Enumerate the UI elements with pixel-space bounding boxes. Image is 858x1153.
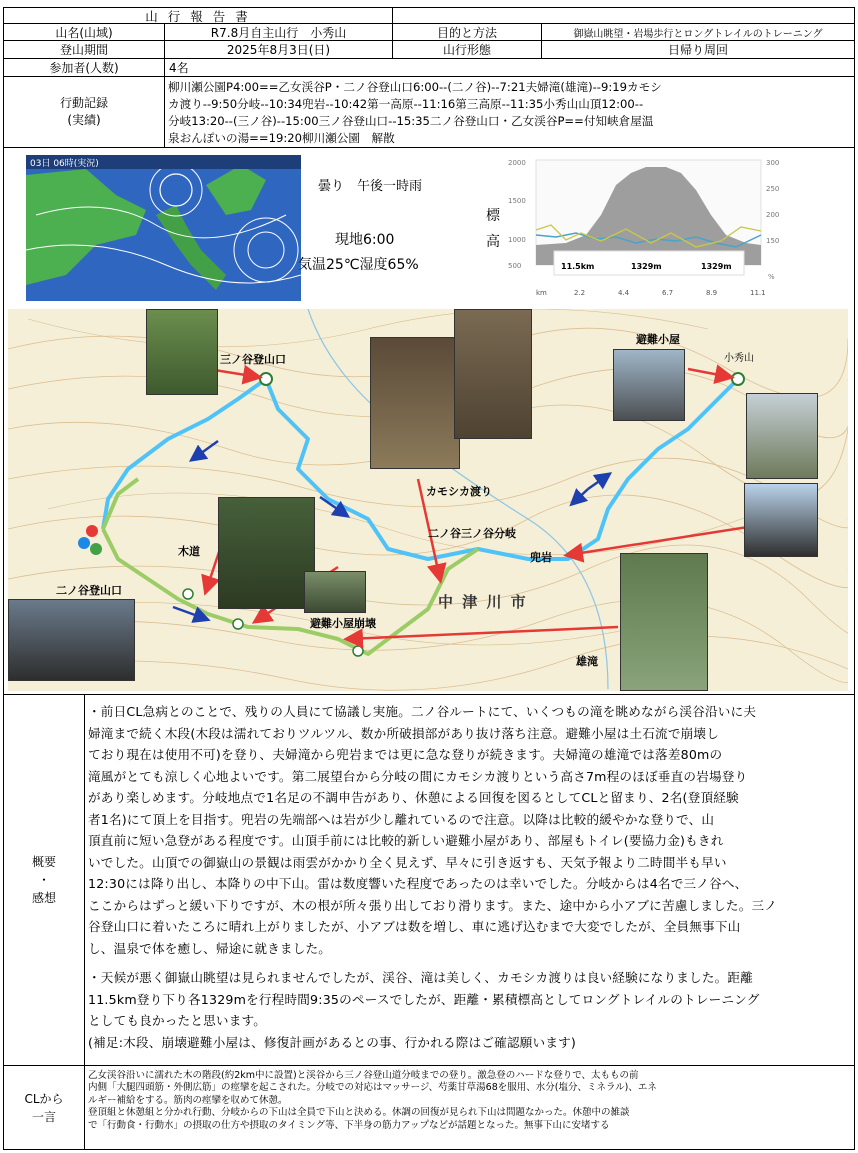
- profile-tick-left: 1000: [508, 236, 526, 244]
- photo-odaki: [620, 553, 708, 691]
- profile-tick-left: 500: [508, 262, 522, 270]
- purpose-value-text: 御嶽山眺望・岩場歩行とロングトレイルのトレーニング: [573, 28, 823, 40]
- profile-tick-x: 2.2: [574, 289, 586, 297]
- profile-tick-right: 150: [766, 237, 780, 245]
- photo-kamoshika-1: [370, 337, 460, 469]
- profile-tick-right: %: [768, 273, 775, 281]
- marker-waypoint: [183, 589, 193, 599]
- summary-body: [84, 694, 855, 1066]
- summary-p1-line: 者1名)にて頂上を目指す。兜岩の先端部へは岩が少し離れているので注意。以降は比較的緩やかな登りで、山: [88, 811, 715, 827]
- period-label: [3, 40, 165, 59]
- label-kabuto: 兜岩: [530, 551, 552, 564]
- record-label-line1: 行動記録: [59, 96, 108, 110]
- summary-label-1: 概要: [31, 855, 56, 869]
- area-value-text: R7.8月自主山行 小秀山: [210, 25, 347, 40]
- report-title-text: 山 行 報 告 書: [145, 8, 251, 24]
- profile-tick-x: 6.7: [662, 289, 674, 297]
- profile-ylabel-2: 高: [486, 234, 500, 250]
- weather-map-caption: 03日 06時(実況): [30, 159, 99, 169]
- area-value: [164, 23, 393, 41]
- label-collapse: 避難小屋崩壊: [310, 617, 376, 630]
- marker-waypoint: [233, 619, 243, 629]
- style-label: [392, 40, 542, 59]
- cl-line: 内側「大腿四頭筋・外側広筋」の痙攣を起こされた。分岐での対応はマッサージ、芍薬甘草湯68を服用、水分(塩分、ミネラル)、エネ: [88, 1082, 657, 1094]
- profile-tick-x: 8.9: [706, 289, 718, 297]
- header-blank: [392, 7, 855, 24]
- purpose-value: [541, 23, 855, 41]
- area-label: [3, 23, 165, 41]
- members-value-text: 4名: [169, 61, 189, 75]
- marker-parking: [90, 543, 102, 555]
- profile-chart: [506, 155, 786, 301]
- purpose-label-text: 目的と方法: [436, 25, 497, 40]
- photo-kamoshika-2: [454, 309, 532, 439]
- photo-ninotani: [8, 599, 135, 681]
- summary-p2-line: (補足:木段、崩壊避難小屋は、修復計画があるとの事、行かれる際はご確認願います): [88, 1034, 577, 1050]
- cl-label-1: CLから: [24, 1091, 64, 1106]
- elevation-profile: [486, 155, 786, 301]
- marker-sannotani: [260, 373, 272, 385]
- profile-ylabel-1: 標: [486, 208, 500, 224]
- photo-kido-2: [304, 571, 366, 613]
- cl-label-2: 一言: [31, 1109, 56, 1124]
- record-body: [164, 76, 855, 148]
- summary-p1-line: いでした。山頂での御嶽山の景観は雨雲がかかり全く見えず、早々に引き返すも、天気予報より二時間半も早い: [88, 854, 727, 870]
- photo-hinan: [613, 349, 685, 421]
- profile-tick-x: 4.4: [618, 289, 630, 297]
- weather-temp-humidity: 気温25℃湿度65%: [298, 257, 419, 273]
- summary-p1-line: 谷登山口に着いたころに晴れ上がりましたが、小アブは数を増し、車に逃げ込むまで大変でしたが、全員無事下山: [88, 919, 741, 934]
- label-city: 中 津 川 市: [438, 593, 528, 611]
- marker-goal: [86, 525, 98, 537]
- cl-label: [3, 1065, 85, 1150]
- record-line: カ渡り--9:50分岐--10:34兜岩--10:42第一高原--11:16第三高原--11:35小秀山山頂12:00--: [168, 97, 644, 111]
- weather-map: [26, 155, 301, 301]
- weather-forecast: 曇り 午後一時雨: [318, 179, 423, 194]
- photo-sannotani: [146, 309, 218, 395]
- summary-p2-line: 11.5km登り下り各1329mを行程時間9:35のペースでしたが、距離・累積標高としてロングトレイルのトレーニング: [88, 991, 760, 1007]
- profile-distance: 11.5km: [561, 262, 595, 271]
- label-kohide: 小秀山: [724, 353, 754, 364]
- style-value: [541, 40, 855, 59]
- summary-label-3: 感想: [31, 891, 56, 905]
- marker-start: [78, 537, 90, 549]
- profile-tick-right: 200: [766, 211, 780, 219]
- profile-tick-left: 1500: [508, 197, 526, 205]
- record-label: [3, 76, 165, 148]
- style-value-text: 日帰り周回: [667, 43, 728, 57]
- label-odaki: 雄滝: [576, 655, 598, 668]
- summary-label: [3, 694, 85, 1066]
- record-line: 泉おんぽいの湯==19:20柳川瀬公園 解散: [168, 131, 395, 145]
- summary-p1-line: ここからはずっと緩い下りですが、木の根が所々張り出しており滑ります。また、途中から小アブに苦慮しました。三ノ: [88, 897, 778, 913]
- route-map: [8, 309, 848, 691]
- cl-line: ルギー補給をする。筋肉の痙攣を収めて休憩。: [88, 1094, 288, 1106]
- summary-p1-line: 頂直前に短い急登がある程度です。山頂手前には比較的新しい避難小屋があり、部屋もトイレ(要協力金)もきれ: [88, 833, 724, 848]
- summary-p1-line: ・前日CL急病とのことで、残りの人員にて協議し実施。二ノ谷ルートにて、いくつもの滝を眺めながら渓谷沿いに夫: [88, 704, 757, 719]
- summary-p1-line: 滝風がとても涼しく心地よいです。第二展望台から分岐の間にカモシカ渡りという高さ7m程のほぼ垂直の岩場登り: [88, 768, 748, 784]
- summary-p1-line: があり楽しめます。分岐地点で1名足の不調申告があり、休憩による回復を図るとしてCLと留まり、2名(登頂経験: [88, 790, 739, 805]
- style-label-text: 山行形態: [442, 43, 491, 57]
- record-label-line2: (実績): [67, 113, 101, 127]
- weather-map-graphic: [26, 155, 301, 301]
- purpose-label: [392, 23, 542, 41]
- record-line: 分岐13:20--(三ノ谷)--15:00三ノ谷登山口--15:35二ノ谷登山口・乙女渓谷P==付知峡倉屋温: [168, 114, 654, 128]
- record-line: 柳川瀬公園P4:00==乙女渓谷P・二ノ谷登山口6:00--(二ノ谷)--7:21夫婦滝(雄滝)--9:19カモシ: [168, 80, 662, 94]
- period-value: [164, 40, 393, 59]
- cl-body: [84, 1065, 855, 1150]
- marker-waypoint: [353, 646, 363, 656]
- photo-kabuto: [744, 483, 818, 557]
- cl-line: で「行動食・行動水」の摂取の仕方や摂取のタイミング等、下半身の筋力アップなどが話題となった。無事下山に安堵する: [88, 1119, 610, 1131]
- photo-kido-1: [218, 497, 315, 609]
- summary-p2-line: ・天候が悪く御嶽山眺望は見られませんでしたが、渓谷、滝は美しく、カモシカ渡りは良い経験になりました。距離: [88, 970, 754, 985]
- area-label-text: 山名(山域): [55, 25, 113, 40]
- summary-p1-line: し、温泉で体を癒し、帰途に就きました。: [88, 940, 332, 956]
- summary-p1-line: 12:30には降り出し、本降りの中下山。雷は数度響いた程度であったのは幸いでした。分岐からは4名で三ノ谷へ、: [88, 876, 748, 891]
- label-kamoshika: カモシカ渡り: [426, 485, 492, 498]
- label-hinan: 避難小屋: [636, 333, 680, 346]
- cl-line: 乙女渓谷沿いに濡れた木の階段(約2km中に設置)と渓谷から三ノ谷登山道分岐までの登り。激急登のハードな登りで、太ももの前: [88, 1070, 639, 1081]
- report-title: [3, 7, 393, 24]
- profile-tick-left: 2000: [508, 159, 526, 167]
- summary-label-2: ・: [37, 873, 50, 887]
- weather-place-time: 現地6:00: [335, 232, 395, 248]
- label-ninotani: 二ノ谷登山口: [56, 584, 122, 597]
- profile-tick-x: 11.1: [750, 289, 766, 297]
- label-bunki: 二ノ谷三ノ谷分岐: [428, 527, 516, 540]
- members-value: [164, 58, 855, 77]
- label-sannotani: 三ノ谷登山口: [220, 353, 286, 366]
- members-label-text: 参加者(人数): [49, 61, 119, 75]
- profile-tick-x: km: [536, 289, 547, 297]
- summary-p1-line: 婦滝まで続く木段(木段は濡れておりツルツル、数か所破損部があり抜け落ち注意。避難小屋は土石流で崩壊し: [88, 725, 719, 741]
- profile-tick-right: 250: [766, 185, 780, 193]
- summary-p1-line: ており現在は使用不可)を登り、夫婦滝から兜岩までは更に急な登りが続きます。夫婦滝の雄滝では落差80mの: [88, 747, 723, 762]
- members-label: [3, 58, 165, 77]
- photo-summit: [746, 393, 818, 479]
- period-label-text: 登山期間: [59, 43, 108, 57]
- summary-p2-line: としても良かったと思います。: [88, 1013, 267, 1028]
- label-kido: 木道: [178, 545, 200, 558]
- profile-ascent: 1329m: [631, 262, 662, 271]
- period-value-text: 2025年8月3日(日): [226, 43, 331, 57]
- cl-line: 登頂組と休憩組と分かれ行動、分岐からの下山は全員で下山と決める。休調の回復が見られ下山は問題なかった。休憩中の雑談: [88, 1107, 630, 1119]
- profile-descent: 1329m: [701, 262, 732, 271]
- profile-tick-right: 300: [766, 159, 780, 167]
- marker-summit: [732, 373, 744, 385]
